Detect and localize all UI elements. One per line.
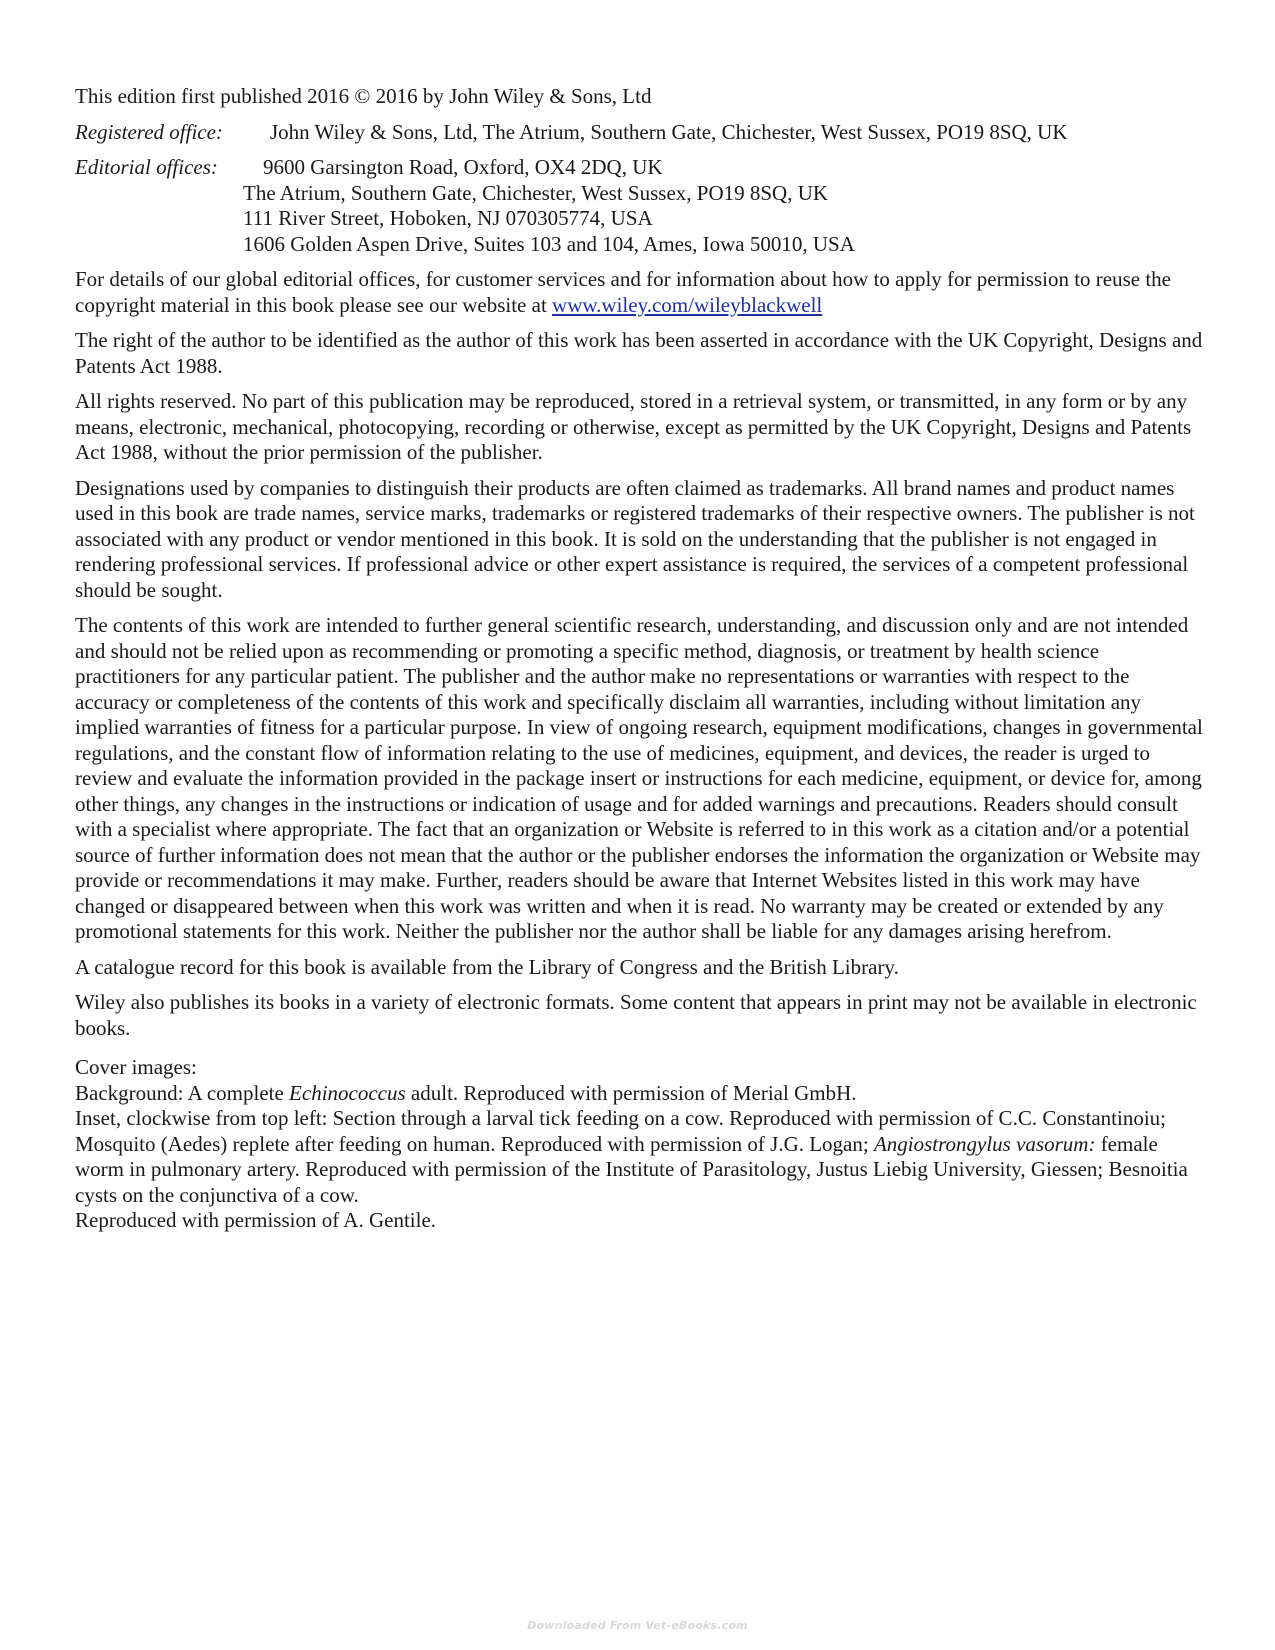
- editorial-offices: [75, 155, 1205, 257]
- copyright-page: [75, 84, 1205, 1234]
- editorial-office-line: The Atrium, Southern Gate, Chichester, West Sussex, PO19 8SQ, UK: [243, 180, 829, 205]
- editorial-offices-addresses: [243, 155, 855, 257]
- editorial-offices-label: Editorial offices:: [75, 155, 218, 179]
- registered-office-label: Registered office:: [75, 119, 223, 144]
- cover-background-species: Echinococcus: [289, 1080, 406, 1105]
- editorial-office-line: 9600 Garsington Road, Oxford, OX4 2DQ, UK: [263, 155, 663, 179]
- global-offices-text: For details of our global editorial offices, for customer services and for information about how to apply for permission to reuse the copyright material in this book please see our website at: [75, 267, 1171, 317]
- cover-background-credit: [75, 1081, 1205, 1107]
- cover-background-prefix: Background: A complete: [75, 1080, 290, 1105]
- edition-line: This edition first published 2016 © 2016 by John Wiley & Sons, Ltd: [75, 84, 652, 108]
- cover-inset-species: Angiostrongylus vasorum:: [873, 1131, 1096, 1156]
- cover-inset-text: Inset, clockwise from top left: Section through a larval tick feeding on a cow. Reproduced with permission of C.C. Constantinoiu; Mosquito (Aedes) replete after feeding on human. Reproduced with permission of J.G. Logan;: [75, 1106, 1166, 1156]
- cover-background-suffix: adult. Reproduced with permission of Merial GmbH.: [405, 1080, 857, 1105]
- cover-inset-suffix: female worm in pulmonary artery. Reproduced with permission of the Institute of Parasitology, Justus Liebig University, Giessen; Besnoitia cysts on the conjunctiva of a cow.: [75, 1131, 1188, 1207]
- registered-office: [75, 120, 1205, 146]
- registered-office-address: John Wiley & Sons, Ltd, The Atrium, Southern Gate, Chichester, West Sussex, PO19 8SQ, UK: [270, 119, 1068, 144]
- download-watermark: Downloaded From Vet-eBooks.com: [527, 1619, 748, 1632]
- rights-reserved-paragraph: All rights reserved. No part of this publication may be reproduced, stored in a retrieval system, or transmitted, in any form or by any means, electronic, mechanical, photocopying, recording or otherwise, except as permitted by the UK Copyright, Designs and Patents Act 1988, without the prior permission of the publisher.: [75, 389, 1192, 464]
- author-right-paragraph: The right of the author to be identified as the author of this work has been asserted in accordance with the UK Copyright, Designs and Patents Act 1988.: [75, 328, 1203, 378]
- editorial-office-line: 1606 Golden Aspen Drive, Suites 103 and 104, Ames, Iowa 50010, USA: [243, 231, 855, 256]
- wiley-website-link[interactable]: www.wiley.com/wileyblackwell: [552, 292, 823, 317]
- cover-images-credits: [75, 1055, 1205, 1234]
- electronic-formats-paragraph: Wiley also publishes its books in a variety of electronic formats. Some content that appears in print may not be available in electronic books.: [75, 990, 1197, 1040]
- cover-images-heading: Cover images:: [75, 1055, 197, 1079]
- cover-inset-credit: [75, 1106, 1205, 1208]
- editorial-office-line: 111 River Street, Hoboken, NJ 070305774, USA: [243, 206, 653, 230]
- trademarks-paragraph: Designations used by companies to distinguish their products are often claimed as trademarks. All brand names and product names used in this book are trade names, service marks, trademarks or registered trademarks of their respective owners. The publisher is not associated with any product or vendor mentioned in this book. It is sold on the understanding that the publisher is not engaged in rendering professional services. If professional advice or other expert assistance is required, the services of a competent professional should be sought.: [75, 475, 1195, 602]
- global-offices-paragraph: [75, 267, 1205, 318]
- disclaimer-paragraph: The contents of this work are intended to further general scientific research, understanding, and discussion only and are not intended and should not be relied upon as recommending or promoting a specific method, diagnosis, or treatment by health science practitioners for any particular patient. The publisher and the author make no representations or warranties with respect to the accuracy or completeness of the contents of this work and specifically disclaim all warranties, including without limitation any implied warranties of fitness for a particular purpose. In view of ongoing research, equipment modifications, changes in governmental regulations, and the constant flow of information relating to the use of medicines, equipment, and devices, the reader is urged to review and evaluate the information provided in the package insert or instructions for each medicine, equipment, or device for, among other things, any changes in the instructions or indication of usage and for added warnings and precautions. Readers should consult with a specialist where appropriate. The fact that an organization or Website is referred to in this work as a citation and/or a potential source of further information does not mean that the author or the publisher endorses the information the organization or Website may provide or recommendations it may make. Further, readers should be aware that Internet Websites listed in this work may have changed or disappeared between when this work was written and when it is read. No warranty may be created or extended by any promotional statements for this work. Neither the publisher nor the author shall be liable for any damages arising herefrom.: [75, 613, 1203, 943]
- cover-final-credit: Reproduced with permission of A. Gentile.: [75, 1208, 437, 1232]
- catalogue-paragraph: A catalogue record for this book is available from the Library of Congress and the British Library.: [75, 954, 899, 979]
